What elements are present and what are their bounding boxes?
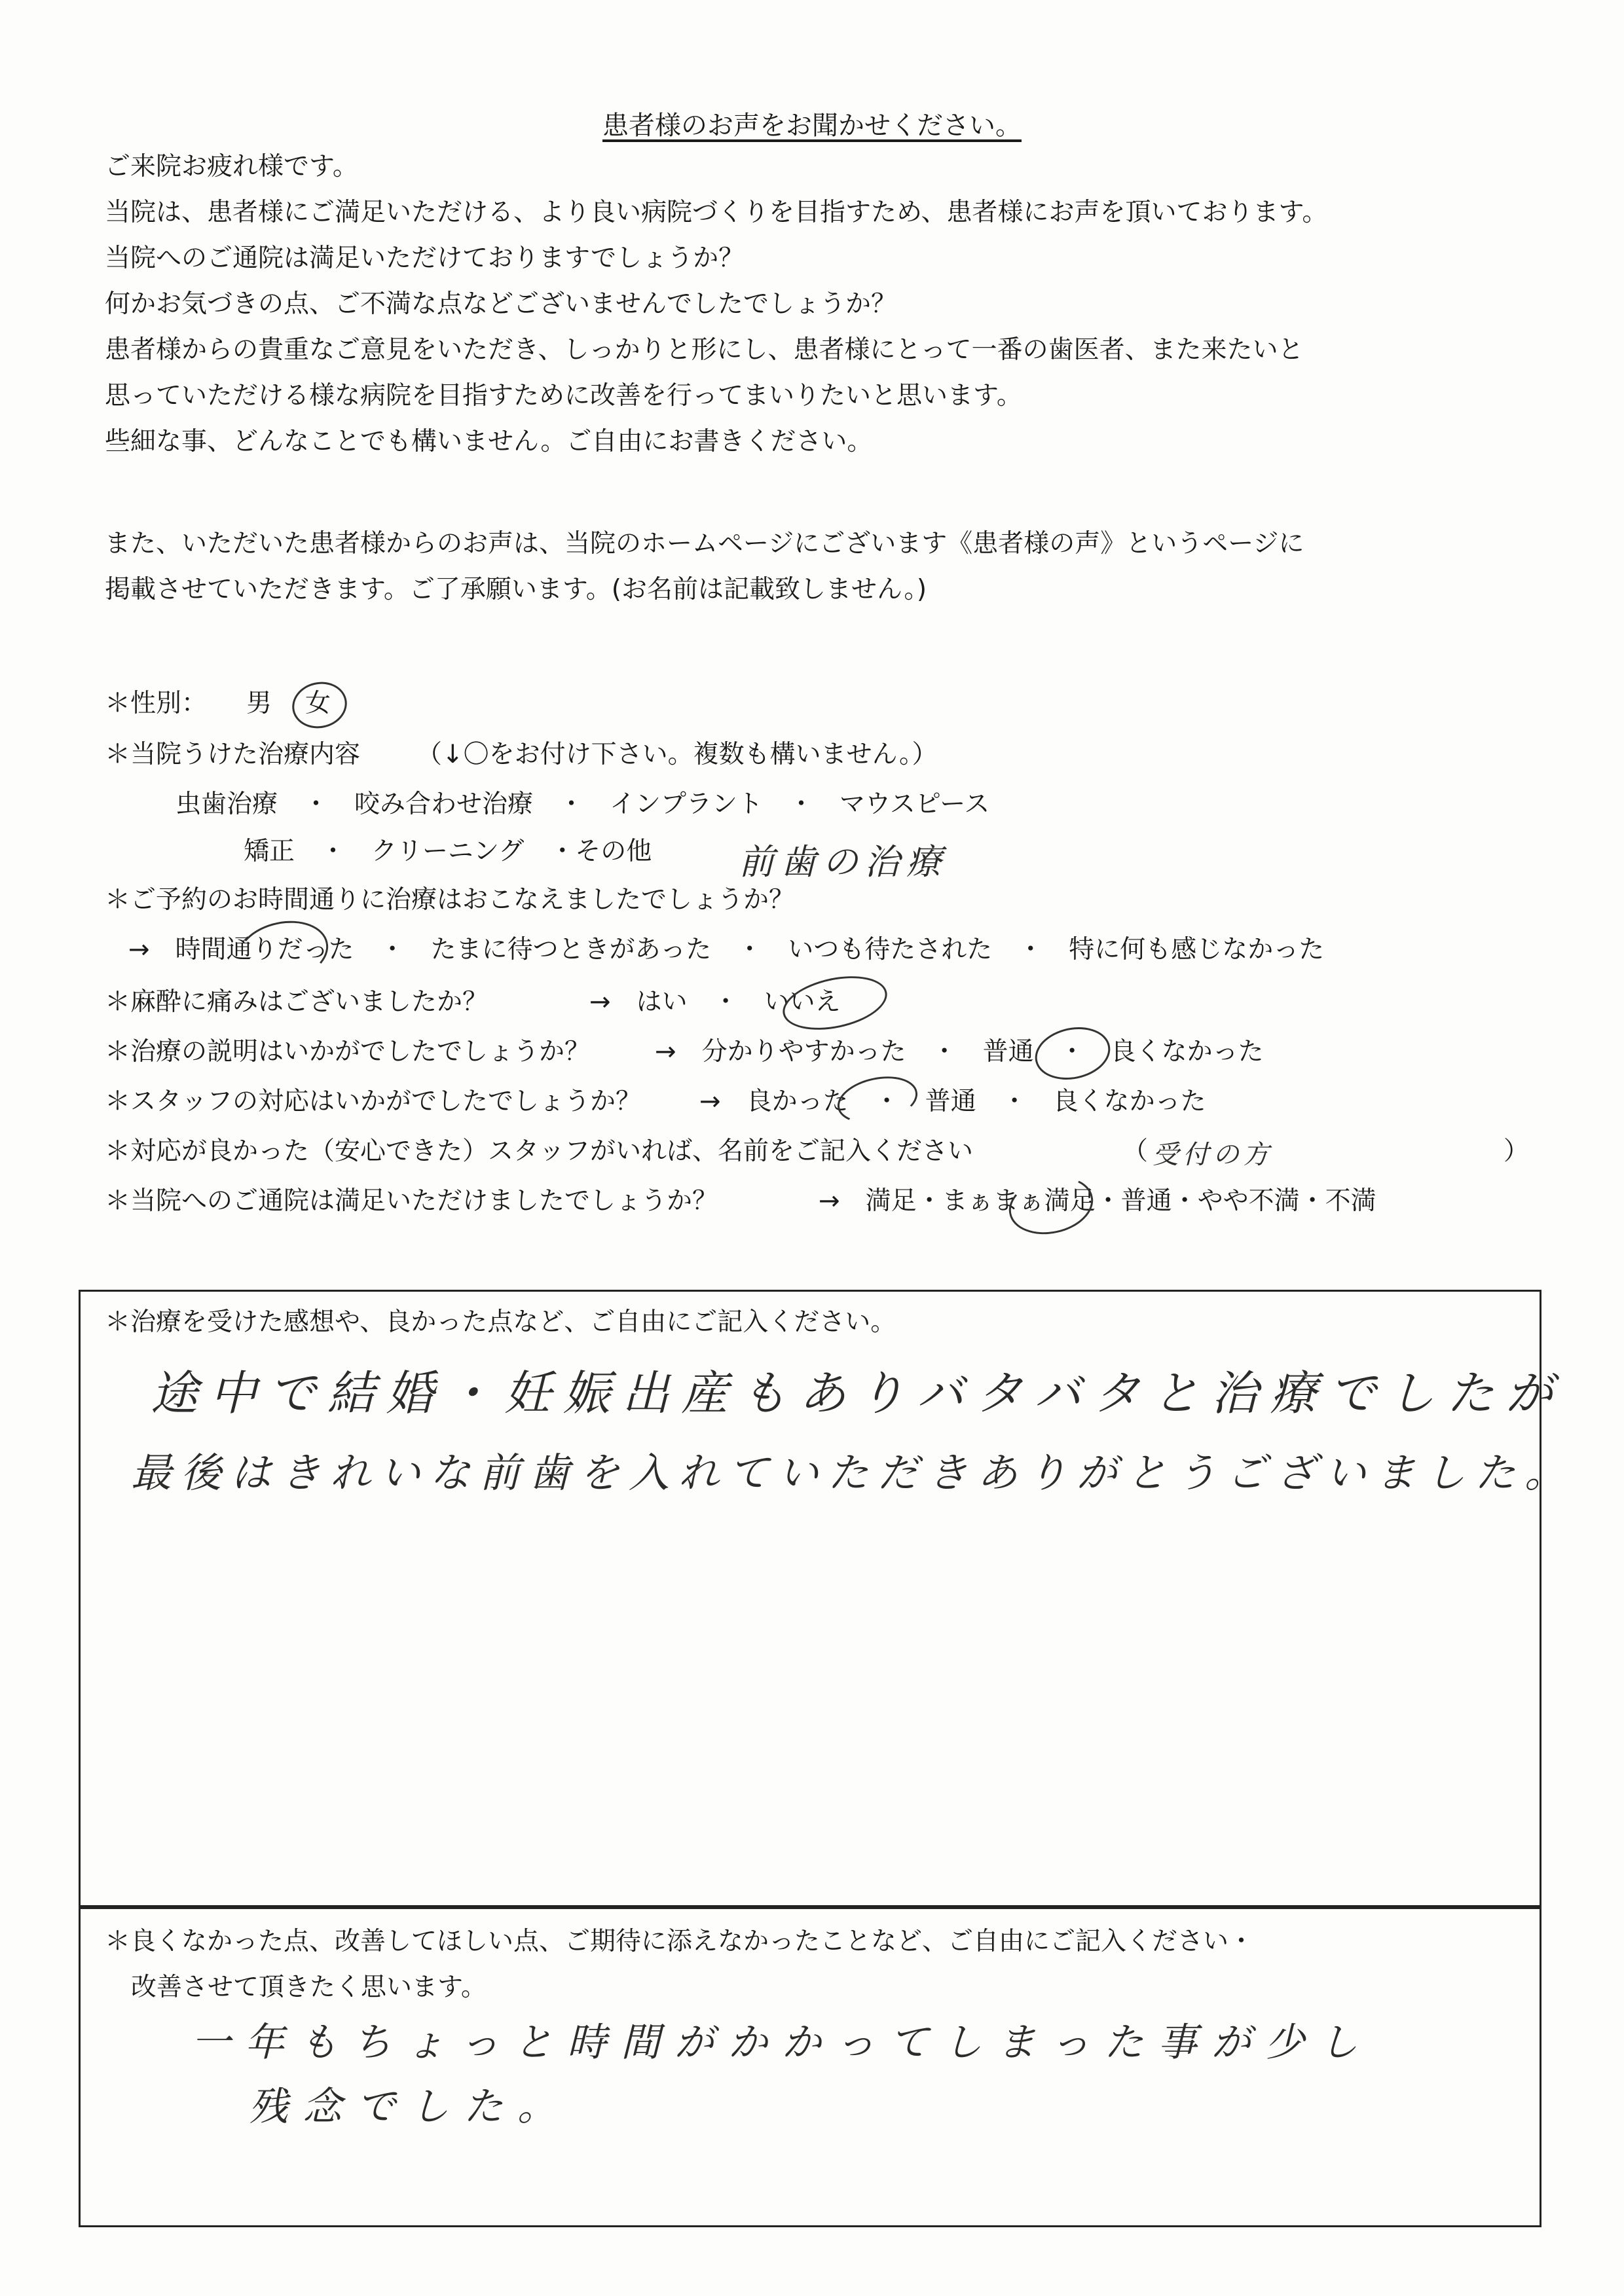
gender-label: ＊性別： [105,689,208,718]
positive-comments-label: ＊治療を受けた感想や、良かった点など、ご自由にご記入ください。 [105,1307,896,1337]
positive-comments-handwriting: 途中で結婚・妊娠出産もありバタバタと治療でしたが [151,1366,1565,1421]
schedule-question: ＊ご予約のお時間通りに治療はおこなえましたでしょうか？ [105,885,795,915]
selection-circle [1030,1021,1115,1086]
intro-line: 患者様からの貴重なご意見をいただき、しっかりと形にし、患者様にとって一番の歯医者、また来たいと [105,335,1304,365]
intro-line: 些細な事、どんなことでも構いません。ご自由にお書きください。 [105,427,873,456]
selection-circle [778,968,892,1038]
gender-female-option[interactable]: 女 [305,689,331,718]
selection-circle [1003,1169,1098,1241]
treatment-instruction: （↓〇をお付け下さい。複数も構いません。） [416,740,938,769]
form-title: 患者様のお声をお聞かせください。 [602,111,1022,141]
negative-comments-label: 改善させて頂きたく思います。 [131,1973,487,2002]
staff-question: ＊スタッフの対応はいかがでしたでしょうか？ [105,1087,642,1116]
treatment-options-row1[interactable]: 虫歯治療 ・ 咬み合わせ治療 ・ インプラント ・ マウスピース [175,790,990,819]
intro-line: 当院へのご通院は満足いただけておりますでしょうか？ [105,244,745,273]
schedule-options[interactable]: → 時間通りだった ・ たまに待つときがあった ・ いつも待たされた ・ 特に何も感じなかった [128,935,1325,964]
treatment-other-handwriting: 前歯の治療 [739,841,948,883]
anesthesia-question: ＊麻酔に痛みはございましたか？ [105,987,489,1017]
staff-name-handwriting[interactable]: 受付の方 [1153,1140,1273,1170]
satisfaction-options[interactable]: → 満足・まぁまぁ満足・普通・やや不満・不満 [819,1186,1376,1216]
explanation-options[interactable]: → 分かりやすかった ・ 普通 ・ 良くなかった [655,1037,1264,1066]
intro-line: 何かお気づきの点、ご不満な点などございませんでしたでしょうか？ [105,289,897,319]
selection-circle [232,913,334,991]
anesthesia-options[interactable]: → はい ・ いいえ [589,987,841,1017]
negative-comments-label: ＊良くなかった点、改善してほしい点、ご期待に添えなかったことなど、ご自由にご記入ください・ [105,1927,1255,1956]
gender-male-option[interactable]: 男 [246,689,272,718]
intro-line: 思っていただける様な病院を目指すために改善を行ってまいりたいと思います。 [105,381,1022,410]
negative-comments-handwriting: 残念でした。 [249,2084,571,2130]
staff-name-open-paren: （ [1122,1137,1149,1166]
negative-comments-handwriting: 一年もちょっと時間がかかってしまった事が少し [191,2020,1373,2066]
intro-line: ご来院お疲れ様です。 [105,152,358,181]
notice-line: また、いただいた患者様からのお声は、当院のホームページにございます《患者様の声》というページに [105,529,1304,558]
treatment-options-row2[interactable]: 矯正 ・ クリーニング ・その他 [244,837,652,866]
selection-circle [288,677,352,733]
selection-circle [833,1070,921,1130]
staff-options[interactable]: → 良かった ・ 普通 ・ 良くなかった [699,1087,1206,1116]
staff-name-question: ＊対応が良かった（安心できた）スタッフがいれば、名前をご記入ください [105,1137,974,1166]
intro-line: 当院は、患者様にご満足いただける、より良い病院づくりを目指すため、患者様にお声を頂いております。 [105,198,1328,227]
satisfaction-question: ＊当院へのご通院は満足いただけましたでしょうか？ [105,1186,718,1216]
treatment-label: ＊当院うけた治療内容 [105,740,361,769]
staff-name-close-paren: ） [1504,1137,1530,1166]
notice-line: 掲載させていただきます。ご了承願います。(お名前は記載致しません。) [105,575,927,604]
explanation-question: ＊治療の説明はいかがでしたでしょうか？ [105,1037,591,1066]
positive-comments-handwriting: 最後はきれいな前歯を入れていただきありがとうございました。 [131,1449,1575,1497]
